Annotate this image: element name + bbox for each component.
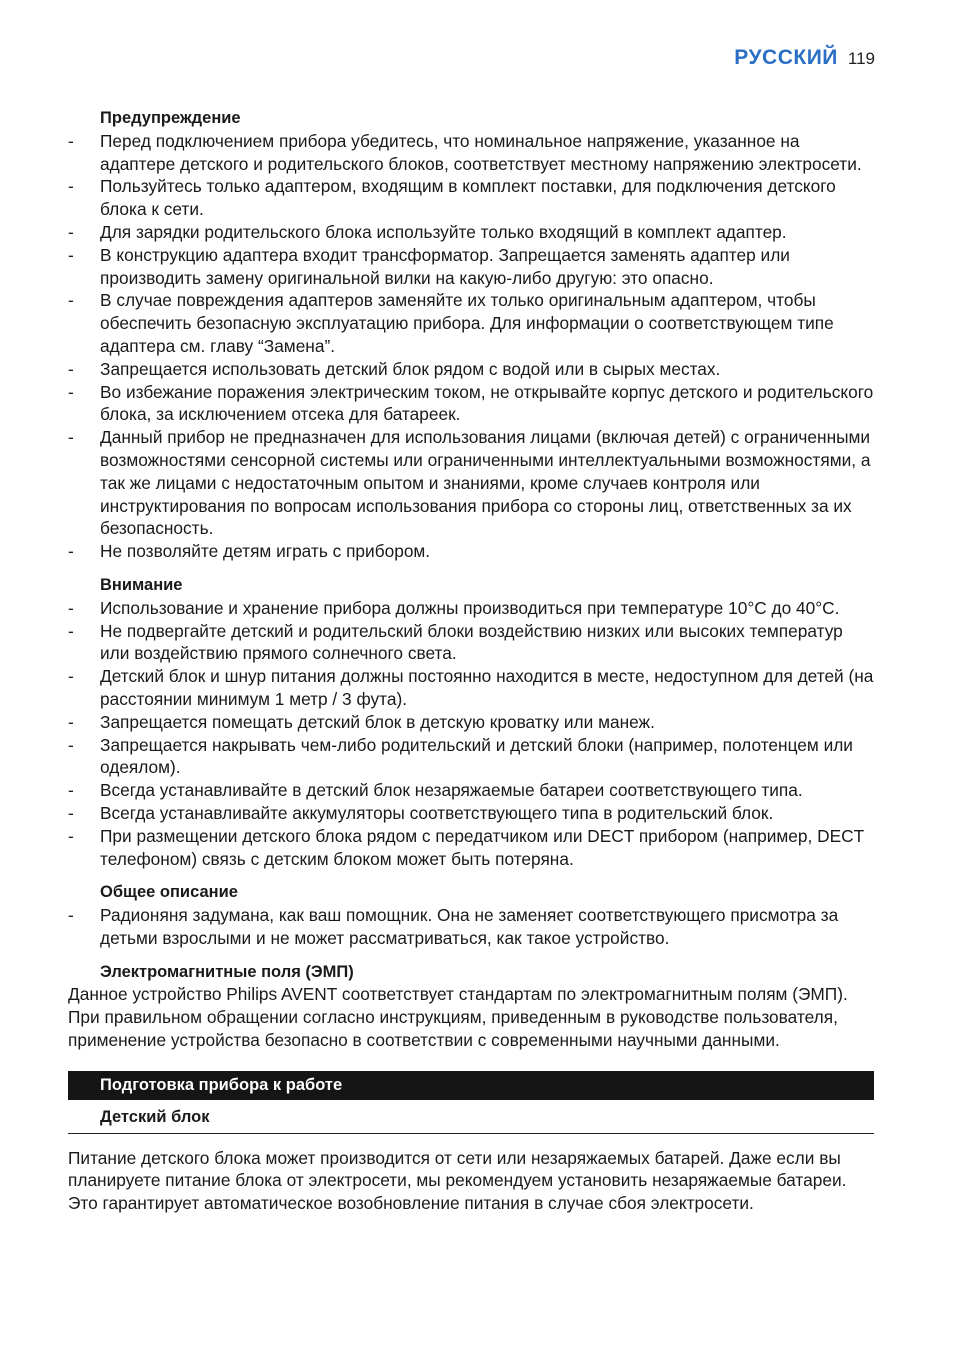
dash-bullet-icon: - [68,381,74,402]
list-item: - Всегда устанавливайте в детский блок незаряжаемые батареи соответствующего типа. [68,780,803,801]
page-content [68,107,874,1215]
list-item: - Детский блок и шнур питания должны постоянно находится в месте, недоступном для детей (на расстоянии минимум 1 метр / 3 фута). [68,666,874,709]
warning-list [68,130,874,563]
list-item: - Перед подключением прибора убедитесь, что номинальное напряжение, указанное на адаптере детского и родительского блоков, соответствует местному напряжению электросети. [68,130,862,174]
dash-bullet-icon: - [68,620,74,641]
section-title-bar: Подготовка прибора к работе [68,1071,874,1100]
list-item: - Всегда устанавливайте аккумуляторы соответствующего типа в родительский блок. [68,802,774,823]
list-item: - Не подвергайте детский и родительский блоки воздействию низких или высоких температур или воздействию прямого солнечного света. [68,620,843,664]
list-item: - Радионяня задумана, как ваш помощник. Она не заменяет соответствующего присмотра за детьми взрослыми и не может рассматриваться, как такое устройство. [68,905,839,948]
list-item: - Для зарядки родительского блока используйте только входящий в комплект адаптер. [68,221,787,242]
preparation-paragraph: Питание детского блока может производится от сети или незаряжаемых батарей. Даже если вы планируете питание блока от электросети, мы рекомендуем установить незаряжаемые батареи. Это гарантирует автоматическое возобновление питания в случае сбоя электросети. [68,1147,847,1214]
list-item: - В конструкцию адаптера входит трансформатор. Запрещается заменять адаптер или производить замену оригинальной вилки на какую-либо другую: это опасно. [68,244,790,288]
dash-bullet-icon: - [68,130,74,151]
dash-bullet-icon: - [68,221,74,242]
dash-bullet-icon: - [68,711,74,732]
emf-heading: Электромагнитные поля (ЭМП) [100,962,354,981]
dash-bullet-icon: - [68,427,74,448]
dash-bullet-icon: - [68,541,74,562]
language-label: РУССКИЙ [734,46,838,69]
caution-list [68,597,874,871]
emf-paragraph: Данное устройство Philips AVENT соответствует стандартам по электромагнитным полям (ЭМП). При правильном обращении согласно инструкциям, приведенным в руководстве пользователя, применение устройства безопасно в соответствии с современными научными данными. [68,984,848,1051]
list-item: - Не позволяйте детям играть с прибором. [68,541,431,562]
dash-bullet-icon: - [68,176,74,197]
dash-bullet-icon: - [68,666,74,687]
list-item: - Запрещается использовать детский блок рядом с водой или в сырых местах. [68,358,721,379]
dash-bullet-icon: - [68,597,74,618]
dash-bullet-icon: - [68,734,74,755]
general-heading: Общее описание [100,883,238,902]
dash-bullet-icon: - [68,290,74,311]
general-list [68,904,874,950]
list-item: - Запрещается помещать детский блок в детскую кроватку или манеж. [68,711,655,732]
list-item: - Данный прибор не предназначен для использования лицами (включая детей) с ограниченными возможностями сенсорной системы или ограниченными интеллектуальными возможностями, а так же лицами с недостаточным опытом и знаниями, кроме случаев контроля или инструктирования по вопросам использования прибора со стороны лиц, ответственных за их безопасность. [68,427,871,539]
list-item: - Во избежание поражения электрическим током, не открывайте корпус детского и родительского блока, за исключением отсека для батареек. [68,381,874,425]
list-item: - Пользуйтесь только адаптером, входящим в комплект поставки, для подключения детского блока к сети. [68,176,836,220]
caution-heading: Внимание [100,575,183,594]
dash-bullet-icon: - [68,244,74,265]
list-item: - Использование и хранение прибора должны производиться при температуре 10°C до 40°C. [68,597,840,618]
list-item: - В случае повреждения адаптеров заменяйте их только оригинальным адаптером, чтобы обеспечить безопасную эксплуатацию прибора. Для информации о соответствующем типе адаптера см. главу “Замена”. [68,290,834,356]
dash-bullet-icon: - [68,802,74,823]
warning-heading: Предупреждение [100,109,241,127]
subsection-heading: Детский блок [68,1100,874,1134]
dash-bullet-icon: - [68,780,74,801]
dash-bullet-icon: - [68,905,74,926]
list-item: - При размещении детского блока рядом с передатчиком или DECT прибором (например, DECT телефоном) связь с детским блоком может быть потеряна. [68,825,864,869]
page-number: 119 [847,49,875,68]
list-item: - Запрещается накрывать чем-либо родительский и детский блоки (например, полотенцем или одеялом). [68,734,853,778]
page-header [734,46,875,70]
dash-bullet-icon: - [68,825,74,846]
dash-bullet-icon: - [68,358,74,379]
